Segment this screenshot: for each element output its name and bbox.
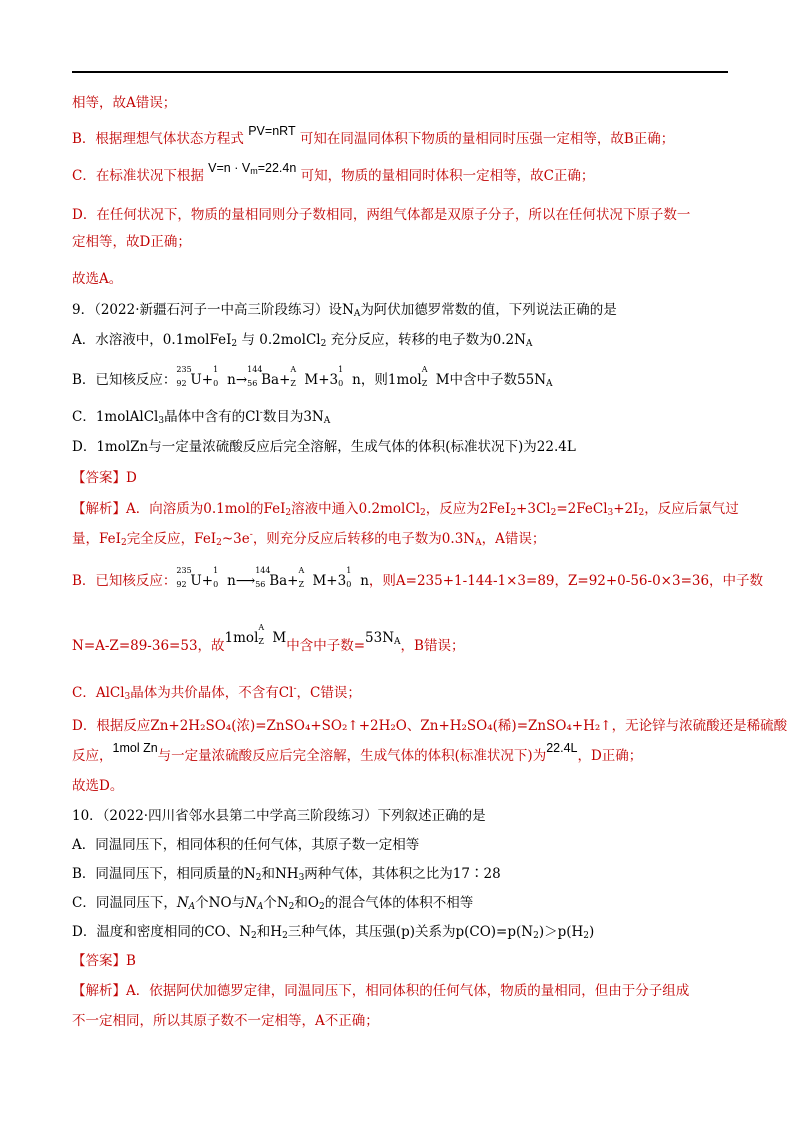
nuclide-ba: 144 56	[247, 365, 263, 388]
answer-9: 【答案】D	[72, 470, 137, 486]
nuclide-m: A Z	[298, 566, 305, 589]
question-9-option-c: C．1molAlCl$_3$晶体中含有的Cl-数目为$3N_A$	[72, 408, 331, 426]
question-10-option-d: D．温度和密度相同的CO、$N_2$和$H_2$三种气体，其压强(p)关系为$p(CO)=p(N_2)>p(H_2)$	[72, 924, 595, 941]
explanation-line: 定相等，故D正确；	[72, 234, 191, 250]
nuclide-u: 235 92	[176, 566, 192, 589]
explanation-9-d: D．根据反应Zn+2H₂SO₄(浓)=ZnSO₄+SO₂↑+2H₂O、Zn+H₂SO₄(稀)=ZnSO₄+H₂↑，无论锌与浓硫酸还是稀硫酸	[72, 718, 788, 734]
answer-10: 【答案】B	[72, 953, 136, 969]
explanation-9-c: C．AlCl$_3$晶体为共价晶体，不含有Cl-，C错误；	[72, 684, 361, 702]
explanation-line: C．在标准状况下根据 $V=n \cdot V_m=22.4n$ 可知，物质的量相同时体积一定相等，故C正确；	[72, 161, 595, 184]
long-arrow-icon: ⟶	[235, 573, 256, 589]
explanation-10-a: 【解析】A．依据阿伏加德罗定律，同温同压下，相同体积的任何气体，物质的量相同，但由于分子组成	[72, 983, 690, 999]
formula-molar-volume: $V=n \cdot V_m=22.4n$	[208, 161, 297, 176]
question-10-option-a: A．同温同压下，相同体积的任何气体，其原子数一定相等	[72, 837, 420, 853]
explanation-9-a-cont: 量，FeI$_2$完全反应，FeI$_2$~3e-，则充分反应后转移的电子数为$0.3N_A$，A错误；	[72, 530, 546, 548]
explanation-9-a: 【解析】A．向溶质为0.1mol的FeI$_2$溶液中通入0.2molCl$_2$，反应为$2FeI_2+3Cl_2=2FeCl_3+2I_2$，反应后氯气过	[72, 501, 739, 518]
explanation-10-a-cont: 不一定相同，所以其原子数不一定相等，A不正确；	[72, 1013, 379, 1029]
explanation-line: 相等，故A错误；	[72, 95, 177, 111]
explanation-line: 故选A。	[72, 271, 123, 287]
question-9-stem: 9．（2022·新疆石河子一中高三阶段练习）设$N_A$为阿伏加德罗常数的值，下列说法正确的是	[72, 302, 617, 319]
explanation-9-d-cont: 反应，1mol Zn与一定量浓硫酸反应后完全溶解，生成气体的体积(标准状况下)为22.4L，D正确；	[72, 741, 643, 764]
header-rule	[72, 71, 728, 73]
nuclide-u: 235 92	[176, 365, 192, 388]
nuclide-m: A Z	[258, 623, 265, 646]
nuclide-n: 1 0	[213, 566, 219, 589]
explanation-9-b-cont: N=A-Z=89-36=53，故1mol A Z M中含中子数$=53N_A$，B错误；	[72, 623, 465, 654]
explanation-line: B．根据理想气体状态方程式 PV=nRT 可知在同温同体积下物质的量相同时压强一定相等，故B正确；	[72, 124, 675, 147]
nuclide-n: 1 0	[213, 365, 219, 388]
question-9-option-a: A．水溶液中，0.1molFeI$_2$ 与 0.2molCl$_2$ 充分反应，转移的电子数为$0.2N_A$	[72, 332, 533, 349]
question-9-option-b: B．已知核反应： 235 92 U+ 1 0 n→ 144 56 Ba+ A Z M+3 1 0 n，则1mol A Z M中含中子数$55N_A$	[72, 365, 553, 389]
nuclide-n: 1 0	[346, 566, 352, 589]
nuclide-ba: 144 56	[255, 566, 271, 589]
explanation-9-b: B．已知核反应： 235 92 U+ 1 0 n⟶ 144 56 Ba+ A Z M+3 1 0 n，则A=235+1-144-1×3=89，Z=92+0-56-0×3=36，中子数	[72, 566, 764, 589]
question-9-option-d: D．1molZn与一定量浓硫酸反应后完全溶解，生成气体的体积(标准状况下)为22.4L	[72, 439, 576, 455]
question-10-option-b: B．同温同压下，相同质量的$N_2$和$NH_3$两种气体，其体积之比为17∶28	[72, 866, 501, 883]
nuclide-m: A Z	[421, 365, 428, 388]
question-10-option-c: C．同温同压下，$N_A$个NO与$N_A$个$N_2$和$O_2$的混合气体的体积不相等	[72, 895, 474, 912]
explanation-line: 故选D。	[72, 778, 124, 794]
formula-ideal-gas: PV=nRT	[248, 124, 296, 138]
nuclide-m: A Z	[290, 365, 297, 388]
question-10-stem: 10．（2022·四川省邻水县第二中学高三阶段练习）下列叙述正确的是	[72, 808, 486, 824]
explanation-line: D．在任何状况下，物质的量相同则分子数相同，两组气体都是双原子分子，所以在任何状况下原子数一	[72, 207, 691, 223]
nuclide-n: 1 0	[338, 365, 344, 388]
